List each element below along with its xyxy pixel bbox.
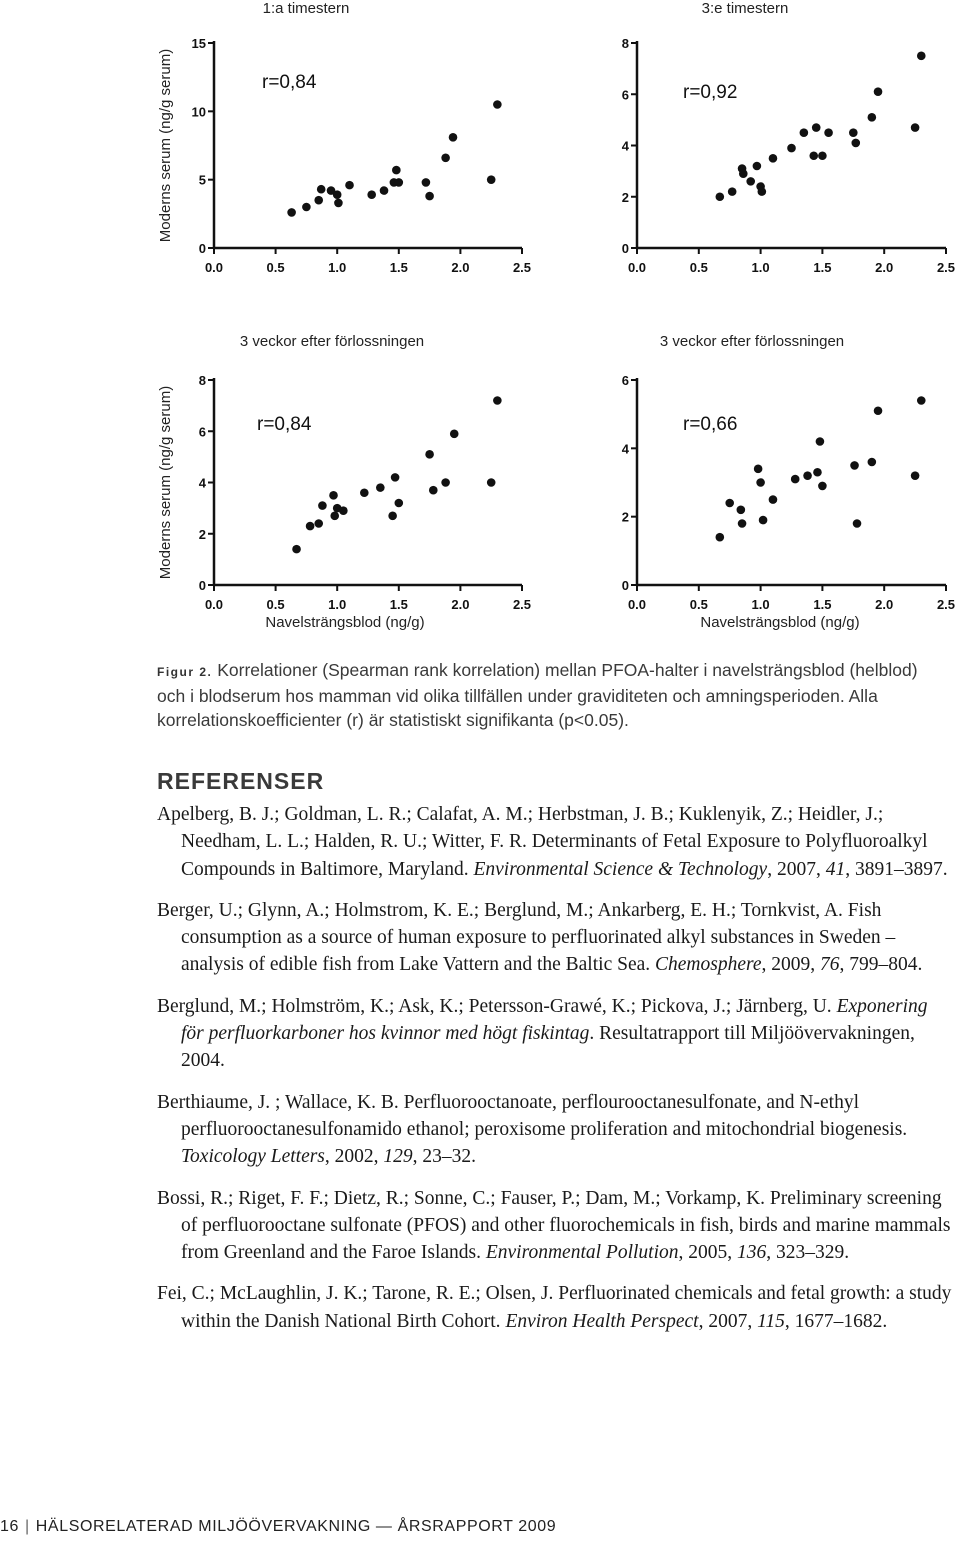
x-tick-label: 0.5	[689, 597, 708, 612]
y-tick-label: 6	[198, 424, 206, 440]
correlation-annotation: r=0,84	[257, 414, 312, 435]
data-point	[376, 483, 385, 492]
y-tick-label: 0	[621, 578, 629, 593]
x-tick-label: 0.5	[266, 260, 285, 275]
data-point	[758, 187, 767, 196]
data-point	[429, 486, 438, 495]
y-tick-label: 0	[198, 241, 206, 256]
data-point	[816, 437, 825, 446]
y-tick-label: 15	[191, 36, 206, 51]
y-tick-label: 4	[621, 441, 629, 457]
data-point	[441, 154, 450, 163]
data-point	[746, 177, 755, 186]
data-point	[809, 151, 818, 160]
data-point	[391, 473, 400, 482]
x-tick-label: 2.0	[451, 597, 470, 612]
reference-mid: , 2009,	[761, 954, 821, 976]
data-point	[868, 113, 877, 122]
reference-post: , 323–329.	[766, 1242, 850, 1264]
data-point	[737, 506, 746, 515]
reference-post: , 3891–3897.	[845, 858, 948, 880]
y-tick-label: 6	[621, 87, 629, 103]
data-point	[306, 522, 315, 531]
data-point	[728, 187, 737, 196]
data-point	[317, 185, 326, 194]
reference-item	[157, 993, 952, 1075]
data-point	[287, 208, 296, 217]
data-point	[392, 166, 401, 175]
data-point	[849, 128, 858, 137]
data-point	[853, 519, 862, 528]
reference-post: , 23–32.	[412, 1146, 477, 1168]
data-point	[769, 154, 778, 163]
chart-title: 3 veckor efter förlossningen	[239, 333, 425, 350]
data-point	[851, 139, 860, 148]
data-point	[345, 181, 354, 190]
x-tick-label: 0.0	[627, 597, 647, 612]
reference-mid: , 2007,	[698, 1310, 758, 1332]
correlation-annotation: r=0,66	[683, 414, 738, 435]
data-point	[493, 396, 502, 405]
x-tick-label: 2.5	[936, 597, 956, 612]
reference-ital: Environmental Science & Technology	[473, 858, 768, 880]
reference-mid: , 2007,	[767, 858, 826, 880]
data-point	[441, 478, 450, 487]
data-point	[425, 192, 434, 201]
y-tick-label: 0	[621, 241, 629, 256]
chart-title: 3:e timestern	[701, 0, 789, 17]
data-point	[824, 128, 833, 137]
data-point	[329, 491, 338, 500]
x-tick-label: 2.0	[451, 260, 470, 275]
x-tick-label: 2.5	[512, 260, 532, 275]
x-tick-label: 0.0	[204, 260, 224, 275]
x-tick-label: 1.0	[328, 597, 347, 612]
data-point	[911, 471, 920, 480]
y-tick-label: 2	[621, 189, 629, 205]
data-point	[754, 465, 763, 474]
reference-item	[157, 801, 952, 883]
y-tick-label: 2	[198, 526, 206, 542]
reference-ital2: 129	[383, 1146, 413, 1168]
reference-item	[157, 1089, 952, 1171]
data-point	[787, 144, 796, 153]
reference-pre: Berglund, M.; Holmström, K.; Ask, K.; Petersson-Grawé, K.; Pickova, J.; Järnberg, U.	[157, 995, 837, 1017]
correlation-annotation: r=0,84	[262, 72, 317, 93]
reference-pre: Berger, U.; Glynn, A.; Holmstrom, K. E.; Berglund, M.; Ankarberg, E. H.; Tornkvist, A. Fish consumption as a source of human exposure to perfluorinated alkyl substances in Sweden – analysis of edible fish from Lake Vattern and the Baltic Sea.	[157, 899, 896, 976]
data-point	[716, 533, 725, 542]
figure-label: Figur 2.	[157, 665, 213, 679]
page-number: 16	[0, 1518, 19, 1535]
x-tick-label: 1.0	[328, 260, 347, 275]
x-tick-label: 2.5	[512, 597, 532, 612]
reference-pre: Bossi, R.; Riget, F. F.; Dietz, R.; Sonne, C.; Fauser, P.; Dam, M.; Vorkamp, K. Preliminary screening of perfluorooctane sulfonate (PFOS) and other fluorochemicals in fish, birds and marine mammals from Greenland and the Faroe Islands.	[157, 1187, 951, 1264]
reference-ital: Chemosphere	[655, 954, 762, 976]
data-point	[360, 488, 369, 497]
x-tick-label: 2.5	[936, 260, 956, 275]
data-point	[380, 186, 389, 195]
x-tick-label: 2.0	[875, 597, 894, 612]
reference-pre: Berthiaume, J. ; Wallace, K. B. Perfluorooctanoate, perflourooctanesulfonate, and N-ethyl perfluorooctanesulfonamido ethanol; peroxisome proliferation and mitochondrial biogenesis.	[157, 1091, 908, 1140]
data-point	[493, 100, 502, 109]
reference-ital: Toxicology Letters	[181, 1146, 325, 1168]
data-point	[314, 519, 323, 528]
reference-item	[157, 897, 952, 979]
data-point	[422, 178, 431, 187]
data-point	[803, 471, 812, 480]
x-tick-label: 1.5	[389, 597, 408, 612]
x-tick-label: 1.5	[813, 597, 832, 612]
data-point	[759, 516, 768, 525]
data-point	[388, 512, 397, 521]
data-point	[874, 87, 883, 96]
x-tick-label: 0.0	[627, 260, 647, 275]
data-point	[813, 468, 822, 477]
reference-ital2: 76	[820, 954, 840, 976]
y-tick-label: 8	[198, 373, 206, 388]
reference-mid: , 2005,	[678, 1242, 737, 1264]
data-point	[725, 499, 734, 508]
correlation-annotation: r=0,92	[683, 82, 738, 103]
reference-ital: Environ Health Perspect	[505, 1310, 699, 1332]
reference-ital2: 136	[737, 1242, 767, 1264]
data-point	[339, 506, 348, 515]
reference-mid: . Resultatrapport till Miljöövervakningen, 2004.	[181, 1023, 915, 1072]
chart-title: 1:a timestern	[262, 0, 350, 17]
data-point	[487, 478, 496, 487]
reference-pre: Fei, C.; McLaughlin, J. K.; Tarone, R. E.; Olsen, J. Perfluorinated chemicals and fetal growth: a study within the Danish National Birth Cohort.	[157, 1283, 952, 1332]
data-point	[753, 162, 762, 171]
data-point	[756, 478, 765, 487]
data-point	[333, 190, 342, 199]
publication-title: HÄLSORELATERAD MILJÖÖVERVAKNING — ÅRSRAPPORT 2009	[35, 1518, 557, 1535]
reference-pre: Apelberg, B. J.; Goldman, L. R.; Calafat, A. M.; Herbstman, J. B.; Kuklenyik, Z.; Heidler, J.; Needham, L. L.; Halden, R. U.; Witter, F. R. Determinants of Fetal Exposure to Polyfluoroalkyl Compounds in Baltimore, Maryland.	[157, 804, 928, 880]
data-point	[868, 458, 877, 467]
data-point	[314, 196, 323, 205]
x-tick-label: 2.0	[875, 260, 894, 275]
x-tick-label: 1.0	[751, 260, 770, 275]
reference-ital: Environmental Pollution	[485, 1242, 679, 1264]
data-point	[367, 190, 376, 199]
data-point	[738, 519, 747, 528]
reference-ital: Exponering för perfluorkarboner hos kvinnor med högt fiskintag	[181, 995, 928, 1045]
data-point	[450, 430, 459, 439]
data-point	[318, 501, 327, 510]
data-point	[917, 52, 926, 61]
x-axis-label: Navelsträngsblod (ng/g)	[265, 614, 425, 631]
chart-title: 3 veckor efter förlossningen	[659, 333, 845, 350]
references-list	[157, 801, 952, 1349]
x-tick-label: 1.0	[751, 597, 770, 612]
data-point	[818, 482, 827, 491]
data-point	[800, 128, 809, 137]
reference-ital2: 115	[757, 1310, 785, 1332]
y-tick-label: 0	[198, 578, 206, 593]
data-point	[487, 175, 496, 184]
reference-post: , 799–804.	[839, 954, 923, 976]
data-point	[739, 169, 748, 178]
data-point	[395, 499, 404, 508]
x-tick-label: 1.5	[813, 260, 832, 275]
y-tick-label: 2	[621, 509, 629, 525]
reference-item	[157, 1280, 952, 1335]
data-point	[292, 545, 301, 554]
data-point	[850, 461, 859, 470]
page-footer	[0, 1518, 556, 1536]
y-tick-label: 4	[621, 138, 629, 154]
data-point	[791, 475, 800, 484]
data-point	[769, 495, 778, 504]
data-point	[330, 512, 339, 521]
footer-separator: |	[25, 1518, 30, 1535]
data-point	[395, 178, 404, 187]
x-tick-label: 0.5	[689, 260, 708, 275]
y-tick-label: 6	[621, 373, 629, 388]
figure-2-scatter-panels	[0, 0, 960, 640]
data-point	[812, 123, 821, 132]
x-axis-label: Navelsträngsblod (ng/g)	[700, 614, 860, 631]
y-tick-label: 8	[621, 36, 629, 51]
data-point	[911, 123, 920, 132]
data-point	[334, 199, 343, 208]
y-axis-label: Moderns serum (ng/g serum)	[157, 385, 174, 580]
y-tick-label: 5	[198, 172, 206, 188]
references-heading: REFERENSER	[157, 768, 325, 794]
x-tick-label: 0.0	[204, 597, 224, 612]
reference-item	[157, 1185, 952, 1267]
caption-text: Korrelationer (Spearman rank korrelation) mellan PFOA-halter i navelsträngsblod (helblod) och i blodserum hos mamman vid olika tillfällen under graviditeten och amningsperioden. Alla korrelationskoefficienter (r) är statistiskt signifikanta (p<0.05).	[157, 660, 918, 730]
data-point	[716, 192, 725, 201]
y-tick-label: 10	[191, 104, 206, 120]
data-point	[449, 133, 458, 142]
x-tick-label: 1.5	[389, 260, 408, 275]
y-axis-label: Moderns serum (ng/g serum)	[157, 48, 174, 243]
reference-ital2: 41	[825, 858, 846, 880]
x-tick-label: 0.5	[266, 597, 285, 612]
data-point	[425, 450, 434, 459]
data-point	[818, 151, 827, 160]
reference-mid: , 2002,	[324, 1146, 384, 1168]
figure-caption	[157, 658, 947, 732]
data-point	[874, 406, 883, 415]
data-point	[302, 203, 311, 212]
data-point	[917, 396, 926, 405]
reference-post: , 1677–1682.	[784, 1310, 888, 1332]
y-tick-label: 4	[198, 475, 206, 491]
